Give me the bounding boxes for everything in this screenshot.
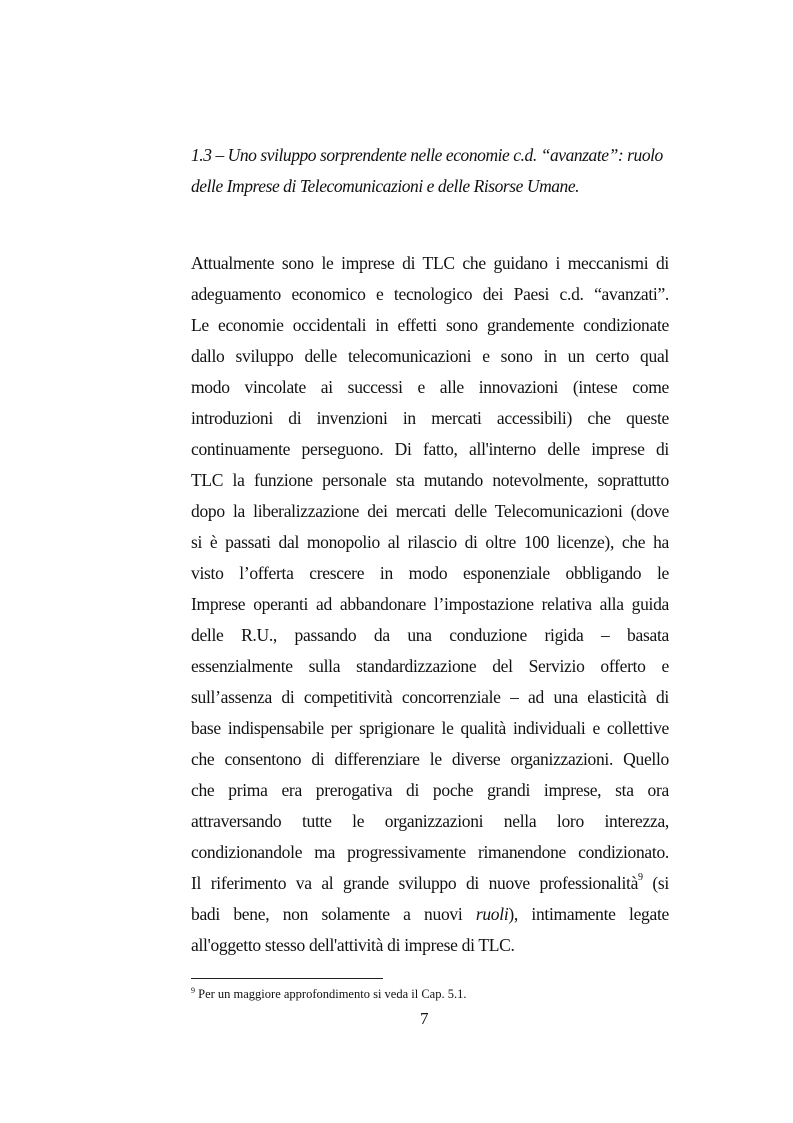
section-heading bbox=[191, 140, 669, 202]
body-line: base indispensabile per sprigionare le qualità individuali e collettive bbox=[191, 718, 669, 738]
body-line: sull’assenza di competitività concorrenziale – ad una elasticità di bbox=[191, 687, 669, 707]
body-line: continuamente perseguono. Di fatto, all'interno delle imprese di bbox=[191, 439, 669, 459]
footnote-reference: 9 bbox=[638, 872, 643, 884]
body-line: Le economie occidentali in effetti sono grandemente condizionate bbox=[191, 315, 669, 335]
body-line-with-emphasis bbox=[191, 899, 669, 930]
body-text-fragment: badi bene, non solamente a nuovi bbox=[191, 904, 476, 924]
body-line: Imprese operanti ad abbandonare l’impostazione relativa alla guida bbox=[191, 594, 669, 614]
body-line-last: all'oggetto stesso dell'attività di imprese di TLC. bbox=[191, 935, 515, 955]
body-line: introduzioni di invenzioni in mercati accessibili) che queste bbox=[191, 408, 669, 428]
body-line: visto l’offerta crescere in modo esponenziale obbligando le bbox=[191, 563, 669, 583]
body-line: modo vincolate ai successi e alle innovazioni (intese come bbox=[191, 377, 669, 397]
section-heading-line-2: delle Imprese di Telecomunicazioni e delle Risorse Umane. bbox=[191, 176, 580, 196]
body-line: si è passati dal monopolio al rilascio di oltre 100 licenze), che ha bbox=[191, 532, 669, 552]
body-paragraph bbox=[191, 248, 669, 961]
body-line: attraversando tutte le organizzazioni nella loro interezza, bbox=[191, 811, 669, 831]
body-line: Attualmente sono le imprese di TLC che guidano i meccanismi di bbox=[191, 253, 669, 273]
body-text-fragment: ), intimamente legate bbox=[508, 904, 670, 924]
footnote bbox=[191, 986, 669, 1002]
body-line: TLC la funzione personale sta mutando notevolmente, soprattutto bbox=[191, 470, 669, 490]
footnote-marker: 9 bbox=[191, 985, 195, 995]
body-line: essenzialmente sulla standardizzazione del Servizio offerto e bbox=[191, 656, 669, 676]
body-line: condizionandole ma progressivamente rimanendone condizionato. bbox=[191, 842, 669, 862]
body-line: dopo la liberalizzazione dei mercati delle Telecomunicazioni (dove bbox=[191, 501, 669, 521]
page-number: 7 bbox=[420, 1009, 429, 1028]
footnote-separator bbox=[191, 978, 383, 979]
body-line: dallo sviluppo delle telecomunicazioni e sono in un certo qual bbox=[191, 346, 669, 366]
emphasized-word: ruoli bbox=[475, 904, 509, 924]
body-text-fragment: (si bbox=[642, 873, 669, 893]
body-line: che prima era prerogativa di poche grandi imprese, sta ora bbox=[191, 780, 669, 800]
footnote-text: Per un maggiore approfondimento si veda il Cap. 5.1. bbox=[195, 987, 467, 1001]
section-heading-line-1: 1.3 – Uno sviluppo sorprendente nelle economie c.d. “avanzate”: ruolo bbox=[191, 145, 663, 165]
body-text-fragment: Il riferimento va al grande sviluppo di nuove professionalità bbox=[191, 873, 639, 893]
body-line: delle R.U., passando da una conduzione rigida – basata bbox=[191, 625, 669, 645]
body-line: adeguamento economico e tecnologico dei Paesi c.d. “avanzati”. bbox=[191, 284, 669, 304]
body-line-with-footnote-ref bbox=[191, 868, 669, 899]
body-line: che consentono di differenziare le diverse organizzazioni. Quello bbox=[191, 749, 669, 769]
